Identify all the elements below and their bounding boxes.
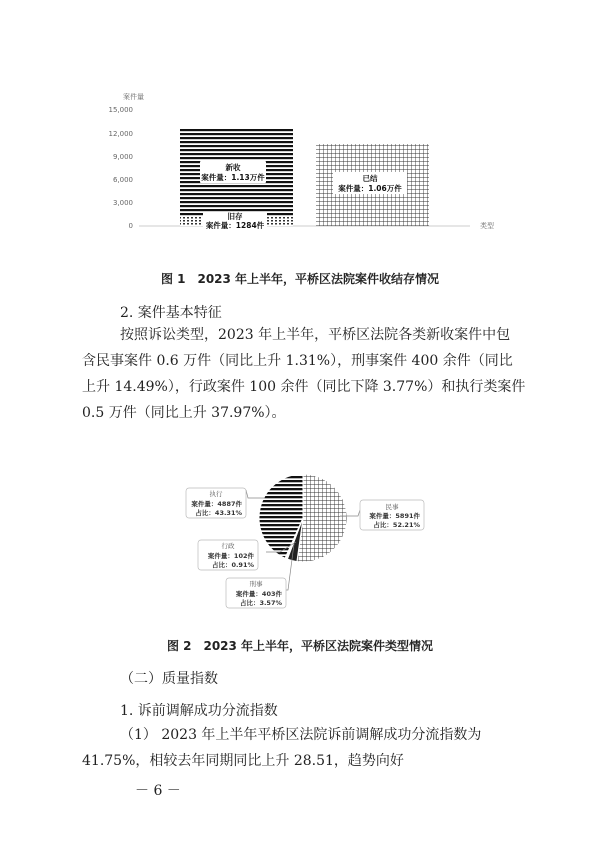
text-line: 上升 14.49%），行政案件 100 余件（同比下降 3.77%）和执行类案件	[82, 379, 526, 395]
text-line: 含民事案件 0.6 万件（同比上升 1.31%），刑事案件 400 余件（同比	[82, 353, 513, 369]
y-tick-label: 6,000	[112, 176, 133, 184]
pie-slices	[259, 474, 347, 562]
x-axis-label: 类型	[480, 222, 494, 230]
y-tick-label: 3,000	[112, 199, 133, 207]
y-axis-label: 案件量	[123, 93, 144, 101]
figure-caption-1: 图 1 2023 年上半年，平桥区法院案件收结存情况	[160, 272, 440, 286]
page-number: － 6 －	[135, 783, 181, 799]
svg-text:已结: 已结	[362, 174, 378, 183]
section-heading-quality-index: （二）质量指数	[120, 671, 218, 687]
svg-text:案件量：1284件: 案件量：1284件	[205, 221, 265, 230]
y-tick-label: 9,000	[112, 153, 133, 161]
pie-chart-case-types	[170, 460, 440, 620]
text-line: （1） 2023 年上半年平桥区法院诉前调解成功分流指数为	[120, 727, 482, 743]
y-tick-labels	[109, 106, 134, 230]
pie-slice	[297, 474, 347, 562]
svg-text:民事: 民事	[385, 503, 399, 511]
svg-text:占比：3.57%: 占比：3.57%	[239, 599, 282, 607]
svg-text:执行: 执行	[209, 490, 223, 498]
svg-text:案件量：1.13万件: 案件量：1.13万件	[201, 173, 265, 182]
y-tick-label: 0	[128, 222, 133, 230]
text-line: 按照诉讼类型，2023 年上半年，平桥区法院各类新收案件中包	[120, 327, 511, 343]
svg-text:案件量：1.06万件: 案件量：1.06万件	[338, 184, 402, 193]
paragraph-mediation-index	[82, 722, 522, 774]
svg-text:占比：52.21%: 占比：52.21%	[373, 521, 420, 529]
svg-text:占比：0.91%: 占比：0.91%	[211, 561, 254, 569]
label-old-stock	[203, 211, 267, 230]
svg-text:旧存: 旧存	[227, 212, 243, 221]
label-new-cases	[200, 161, 266, 183]
svg-text:占比：43.31%: 占比：43.31%	[195, 509, 242, 517]
section-heading-case-features: 2. 案件基本特征	[120, 305, 222, 321]
text-line: 0.5 万件（同比上升 37.97%）。	[82, 405, 286, 421]
svg-text:案件量：102件: 案件量：102件	[207, 552, 254, 560]
label-criminal	[226, 578, 286, 608]
svg-text:行政: 行政	[221, 542, 235, 550]
label-administrative	[198, 540, 258, 570]
svg-text:案件量：5891件: 案件量：5891件	[369, 512, 420, 520]
text-line: 41.75%，相较去年同期同比上升 28.51，趋势向好	[82, 753, 404, 769]
paragraph-case-types	[82, 322, 526, 426]
svg-text:刑事: 刑事	[249, 580, 263, 588]
label-execution	[186, 488, 246, 518]
label-closed-cases	[333, 172, 407, 194]
svg-text:新收: 新收	[225, 163, 241, 172]
y-tick-label: 15,000	[108, 106, 133, 114]
y-tick-label: 12,000	[108, 130, 133, 138]
svg-text:案件量：403件: 案件量：403件	[235, 590, 282, 598]
svg-text:案件量：4887件: 案件量：4887件	[191, 500, 242, 508]
bar-chart-case-flow	[95, 85, 515, 245]
subsection-heading-mediation: 1. 诉前调解成功分流指数	[120, 703, 278, 719]
figure-caption-2: 图 2 2023 年上半年，平桥区法院案件类型情况	[166, 639, 434, 653]
label-civil	[360, 500, 424, 530]
